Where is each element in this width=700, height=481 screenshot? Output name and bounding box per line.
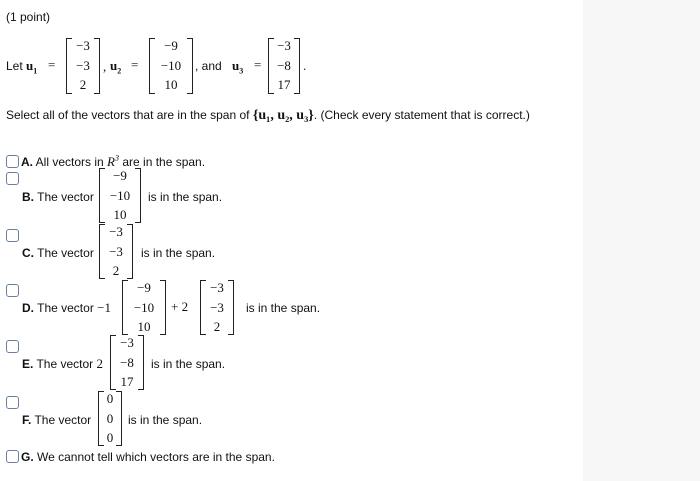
period: . xyxy=(303,58,307,73)
u1-label: $u_1$ xyxy=(26,58,38,76)
option-c-suffix: is in the span. xyxy=(141,246,216,260)
u3-entry: 17 xyxy=(277,77,291,92)
span-set: {u₁, u₂, u₃} xyxy=(252,108,314,123)
u1-vector xyxy=(66,38,100,94)
u2-label: $u_2$ xyxy=(110,58,122,76)
u3-entry: −3 xyxy=(277,38,291,53)
option-b-text[interactable]: B. The vector xyxy=(22,190,94,204)
u3-vector xyxy=(268,38,300,94)
equals-sign: = xyxy=(131,57,139,72)
comma: , xyxy=(103,59,107,74)
u2-entry: −10 xyxy=(160,58,182,73)
option-f-vector: 0 0 0 xyxy=(98,391,122,446)
points-label: (1 point) xyxy=(6,10,51,24)
option-a[interactable]: A. All vectors in $R^3$ are in the span. xyxy=(21,153,206,169)
u2-entry: −9 xyxy=(164,38,178,53)
option-d-vector-1: −9 −10 10 xyxy=(122,280,166,335)
option-c-vector: −3 −3 2 xyxy=(99,224,133,279)
option-f-suffix: is in the span. xyxy=(128,413,203,427)
option-d-vector-2: −3 −3 2 xyxy=(200,280,234,335)
option-f-checkbox[interactable] xyxy=(6,396,19,409)
let-text: Let xyxy=(6,59,23,73)
equals-sign: = xyxy=(48,57,56,72)
option-d-text[interactable]: D. The vector −1 xyxy=(22,300,112,315)
option-g-checkbox[interactable] xyxy=(6,450,19,463)
option-g[interactable]: G. We cannot tell which vectors are in the span. xyxy=(21,450,275,464)
option-b-checkbox[interactable] xyxy=(6,172,19,185)
u3-entry: −8 xyxy=(277,58,291,73)
option-b-suffix: is in the span. xyxy=(148,190,223,204)
r3-symbol: $R^3$ xyxy=(107,153,119,169)
option-a-checkbox[interactable] xyxy=(6,155,19,168)
u2-entry: 10 xyxy=(164,77,178,92)
option-f-text[interactable]: F. The vector xyxy=(22,413,92,427)
u1-entry: 2 xyxy=(79,77,87,92)
page-margin xyxy=(583,0,700,481)
u2-vector xyxy=(149,38,193,94)
equals-sign: = xyxy=(254,57,262,72)
u1-entry: −3 xyxy=(76,38,90,53)
option-e-text[interactable]: E. The vector 2 xyxy=(22,356,104,371)
u3-label: $u_3$ xyxy=(232,58,244,76)
option-e-suffix: is in the span. xyxy=(151,357,226,371)
option-e-checkbox[interactable] xyxy=(6,340,19,353)
option-c-checkbox[interactable] xyxy=(6,229,19,242)
option-b-vector: −9 −10 10 xyxy=(99,168,141,223)
option-c-text[interactable]: C. The vector xyxy=(22,246,94,260)
instruction: Select all of the vectors that are in the span of {u₁, u₂, u₃}. (Check every statement that is correct.) xyxy=(6,108,530,123)
option-d-suffix: is in the span. xyxy=(246,301,321,315)
u1-entry: −3 xyxy=(76,58,90,73)
option-d-checkbox[interactable] xyxy=(6,284,19,297)
and-text: , and xyxy=(195,59,222,73)
plus-term: + 2 xyxy=(171,299,189,314)
option-e-vector: −3 −8 17 xyxy=(110,335,144,390)
